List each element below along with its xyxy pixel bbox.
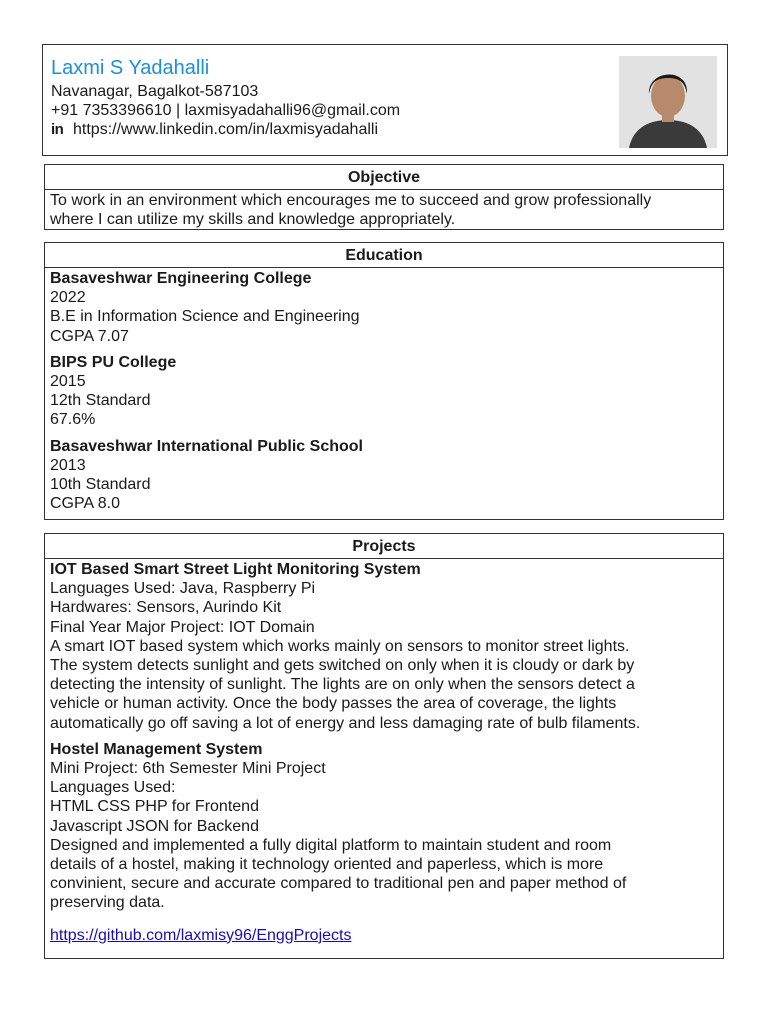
project-line: Hardwares: Sensors, Aurindo Kit [50,599,282,617]
project-line: Languages Used: [50,779,176,797]
projects-section [44,533,724,959]
linkedin-url[interactable]: https://www.linkedin.com/in/laxmisyadahalli [73,121,379,138]
education-degree: B.E in Information Science and Engineering [50,308,360,326]
header-section [42,44,728,156]
contact-info: +91 7353396610 | laxmisyadahalli96@gmail.com [51,102,401,119]
project-line: convinient, secure and accurate compared to traditional pen and paper method of [50,875,627,893]
project-line: Designed and implemented a fully digital platform to maintain student and room [50,836,612,854]
education-year: 2013 [50,456,86,474]
school-name: Basaveshwar Engineering College [50,270,312,287]
education-section [44,242,724,520]
project-line: preserving data. [50,894,165,912]
project-line: detecting the intensity of sunlight. The lights are on only when the sensors detect a [50,676,635,694]
school-name: BIPS PU College [50,353,177,371]
education-score: CGPA 8.0 [50,495,120,513]
profile-photo [619,56,717,148]
linkedin-icon: in [51,121,64,138]
objective-line: To work in an environment which encourages me to succeed and grow professionally [50,192,652,209]
profile-photo-image [619,56,717,148]
education-entry [50,353,718,430]
project-line: Mini Project: 6th Semester Mini Project [50,760,326,778]
project-line: Final Year Major Project: IOT Domain [50,618,315,636]
address: Navanagar, Bagalkot-587103 [51,83,259,100]
education-year: 2022 [50,289,86,307]
project-entry [50,560,718,733]
education-score: 67.6% [50,411,96,429]
education-body [45,268,723,513]
education-degree: 12th Standard [50,392,151,410]
objective-title: Objective [45,165,723,190]
education-title: Education [45,243,723,268]
candidate-name: Laxmi S Yadahalli [51,57,210,79]
education-year: 2015 [50,373,86,391]
projects-title: Projects [45,534,723,559]
project-name: Hostel Management System [50,740,263,758]
education-score: CGPA 7.07 [50,327,129,345]
objective-line: where I can utilize my skills and knowledge appropriately. [50,211,456,229]
projects-body [45,559,723,945]
project-line: The system detects sunlight and gets switched on only when it is cloudy or dark by [50,657,635,675]
school-name: Basaveshwar International Public School [50,437,363,455]
project-line: HTML CSS PHP for Frontend [50,798,259,816]
project-name: IOT Based Smart Street Light Monitoring System [50,561,421,578]
objective-body [45,190,723,229]
github-projects-link[interactable]: https://github.com/laxmisy96/EnggProjects [50,926,352,944]
project-line: A smart IOT based system which works mainly on sensors to monitor street lights. [50,637,630,655]
project-entry [50,740,718,913]
education-degree: 10th Standard [50,476,151,494]
objective-section [44,164,724,230]
project-line: automatically go off saving a lot of energy and less damaging rate of bulb filaments. [50,714,641,732]
education-entry [50,269,718,346]
project-line: Javascript JSON for Backend [50,817,259,835]
project-line: vehicle or human activity. Once the body passes the area of coverage, the lights [50,695,617,713]
education-entry [50,437,718,514]
project-line: details of a hostel, making it technology oriented and paperless, which is more [50,856,604,874]
project-line: Languages Used: Java, Raspberry Pi [50,580,316,598]
